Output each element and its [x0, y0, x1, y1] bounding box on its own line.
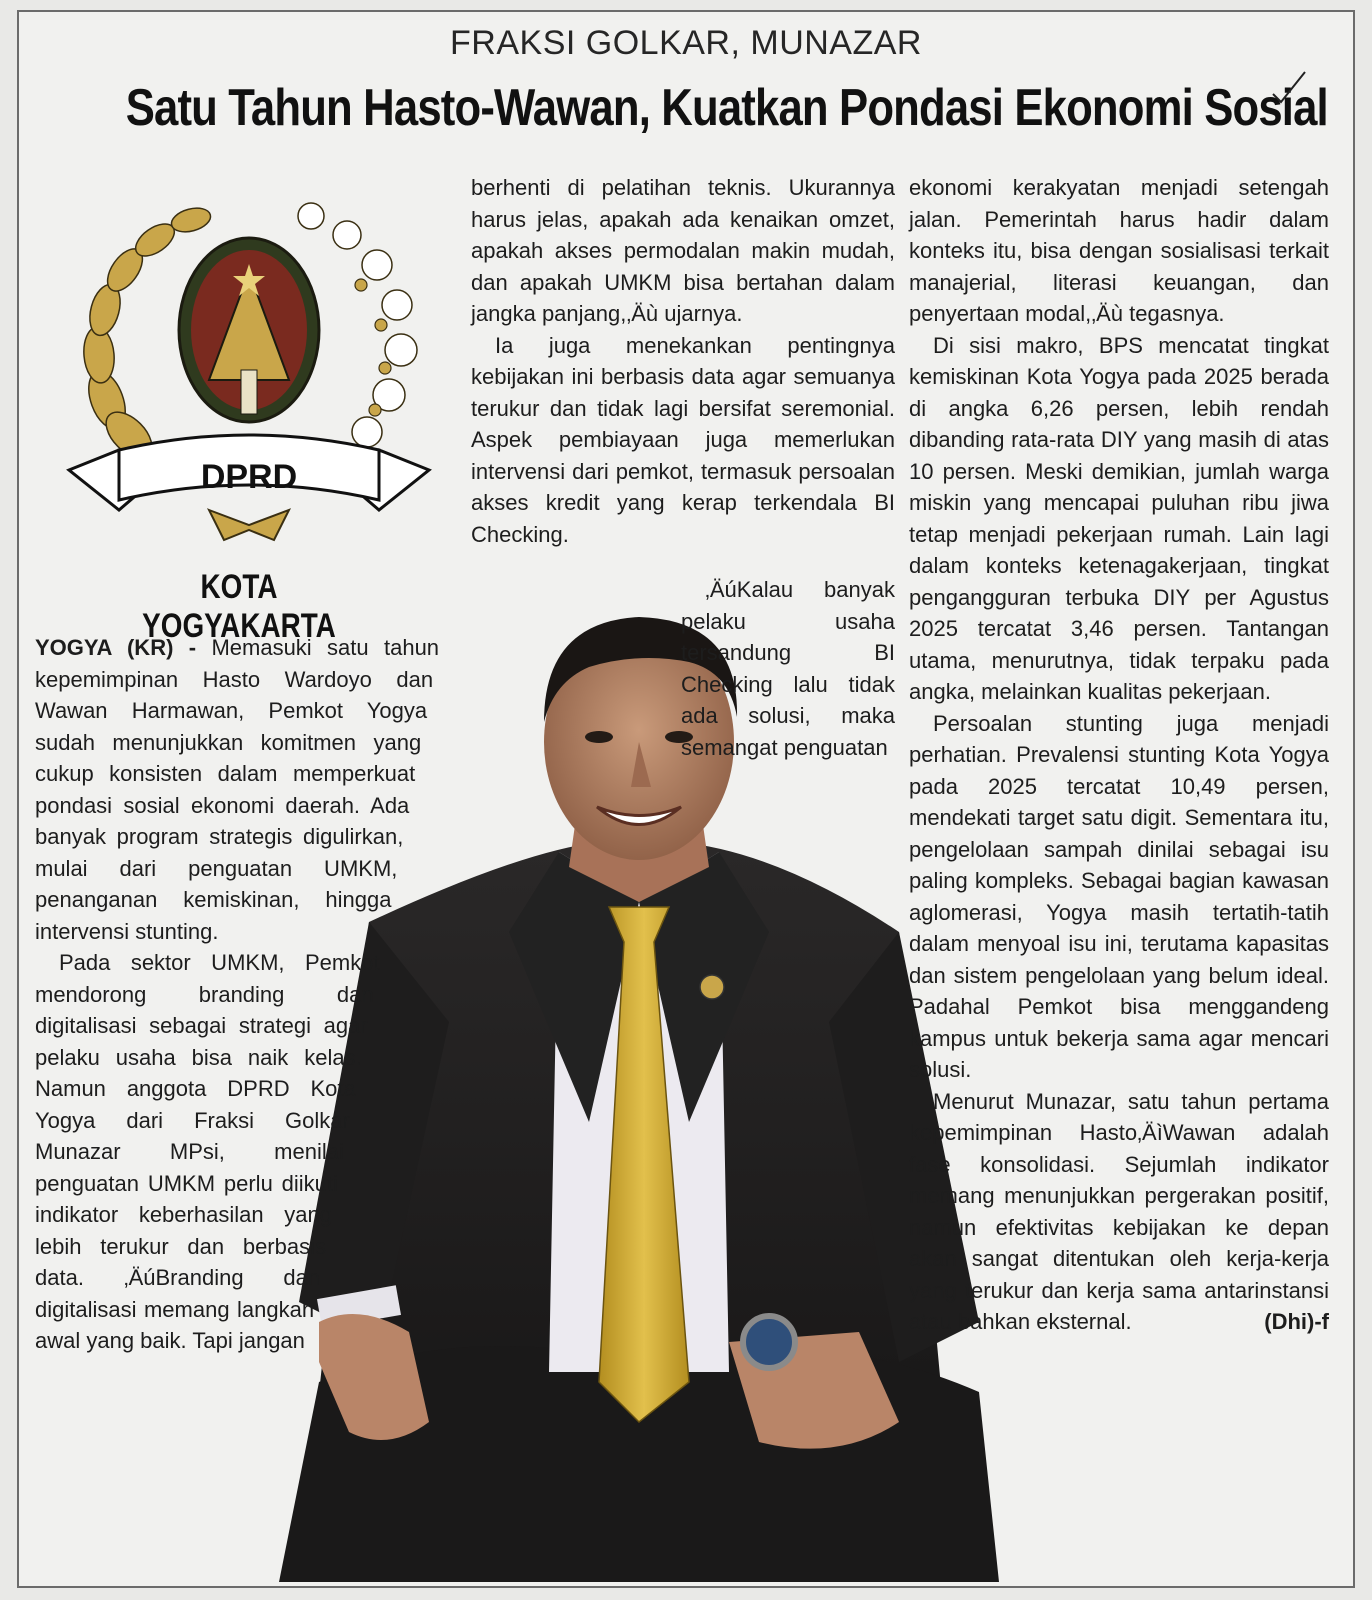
paragraph [909, 1086, 1329, 1338]
paragraph: Di sisi makro, BPS mencatat tingkat kemiskinan Kota Yogya pada 2025 berada di angka 6,26 persen, lebih rendah dibanding rata-rata DIY yang masih di atas 10 persen. Meski demikian, jumlah warga miskin yang mencapai puluhan ribu jiwa tetap menjadi pekerjaan rumah. Lain lagi dalam konteks ketenagakerjaan, tingkat pengangguran terbuka DIY per Agustus 2025 tercatat 3,46 persen. Tantangan utama, menurutnya, tidak terpaku pada angka, melainkan kualitas pekerjaan. [909, 332, 1329, 704]
paragraph: berhenti di pelatihan teknis. Ukurannya harus jelas, apakah ada kenaikan omzet, apakah akses permodalan makin mudah, dan apakah UMKM bisa bertahan dalam jangka panjang,‚Äù ujarnya. [471, 175, 895, 326]
logo-banner-text: DPRD [200, 458, 298, 496]
paragraph-text: Menurut Munazar, satu tahun pertama kepemimpinan Hasto‚ÄìWawan adalah fase konsolidasi. Sejumlah indikator memang menunjukkan pergerakan positif, namun efektivitas kebijakan ke depan akan sangat ditentukan oleh kerja-kerja yang terukur dan kerja sama antarinstansi atau bahkan eksternal. [909, 1088, 1329, 1334]
logo-caption: KOTA YOGYAKARTA [142, 568, 336, 645]
dprd-emblem-logo [59, 180, 439, 560]
article-column-middle [471, 172, 895, 550]
paragraph: Persoalan stunting juga menjadi perhatian. Prevalensi stunting Kota Yogya pada 2025 tercatat 10,49 persen, mendekati target satu digit. Sementara itu, pengelolaan sampah dinilai sebagai isu paling kompleks. Sebagai bagian kawasan aglomerasi, Yogya masih tertatih-tatih dalam menyoal isu ini, terutama kapasitas dan sistem pengelolaan yang belum ideal. Padahal Pemkot bisa menggandeng kampus untuk bekerja sama agar mencari solusi. [909, 710, 1329, 1082]
article-column-left [35, 632, 445, 1532]
article-column-middle-narrow [681, 574, 895, 763]
article-dateline: YOGYA (KR) - [35, 635, 197, 660]
paragraph: Ia juga menekankan pentingnya kebijakan ini berbasis data agar semuanya terukur dan tidak lagi bersifat seremonial. Aspek pembiayaan juga memerlukan intervensi dari pemkot, termasuk persoalan akses kredit yang kerap terkendala BI Checking. [471, 332, 895, 547]
paragraph: ekonomi kerakyatan menjadi setengah jalan. Pemerintah harus hadir dalam konteks itu, bisa dengan sosialisasi terkait manajerial, literasi keuangan, dan penyertaan modal,‚Äù tegasnya. [909, 175, 1329, 326]
article-headline: Satu Tahun Hasto-Wawan, Kuatkan Pondasi Ekonomi Sosial [125, 79, 1328, 137]
check-mark-icon [1269, 68, 1309, 108]
newspaper-clipping [17, 10, 1355, 1588]
paragraph: ‚ÄúKalau banyak pelaku usaha tersandung BI Checking lalu tidak ada solusi, maka semangat penguatan [681, 577, 895, 760]
paragraph: Pada sektor UMKM, Pemkot mendorong branding dan digitalisasi sebagai strategi agar pelaku usaha bisa naik kelas. Namun anggota DPRD Kota Yogya dari Fraksi Golkar Munazar MPsi, menilai penguatan UMKM perlu diikuti indikator keberhasilan yang lebih terukur dan berbasis data. ‚ÄúBranding dan digitalisasi memang langkah awal yang baik. Tapi jangan [35, 950, 380, 1353]
article-column-right [909, 172, 1329, 1338]
article-kicker: FRAKSI GOLKAR, MUNAZAR [450, 24, 922, 62]
paragraph: Memasuki satu tahun kepemimpinan Hasto Wardoyo dan Wawan Harmawan, Pemkot Yogya sudah menunjukkan komitmen yang cukup konsisten dalam memperkuat pondasi sosial ekonomi daerah. Ada banyak program strategis digulirkan, mulai dari penguatan UMKM, penanganan kemiskinan, hingga intervensi stunting. [35, 635, 440, 944]
article-byline: (Dhi)-f [1264, 1309, 1329, 1334]
